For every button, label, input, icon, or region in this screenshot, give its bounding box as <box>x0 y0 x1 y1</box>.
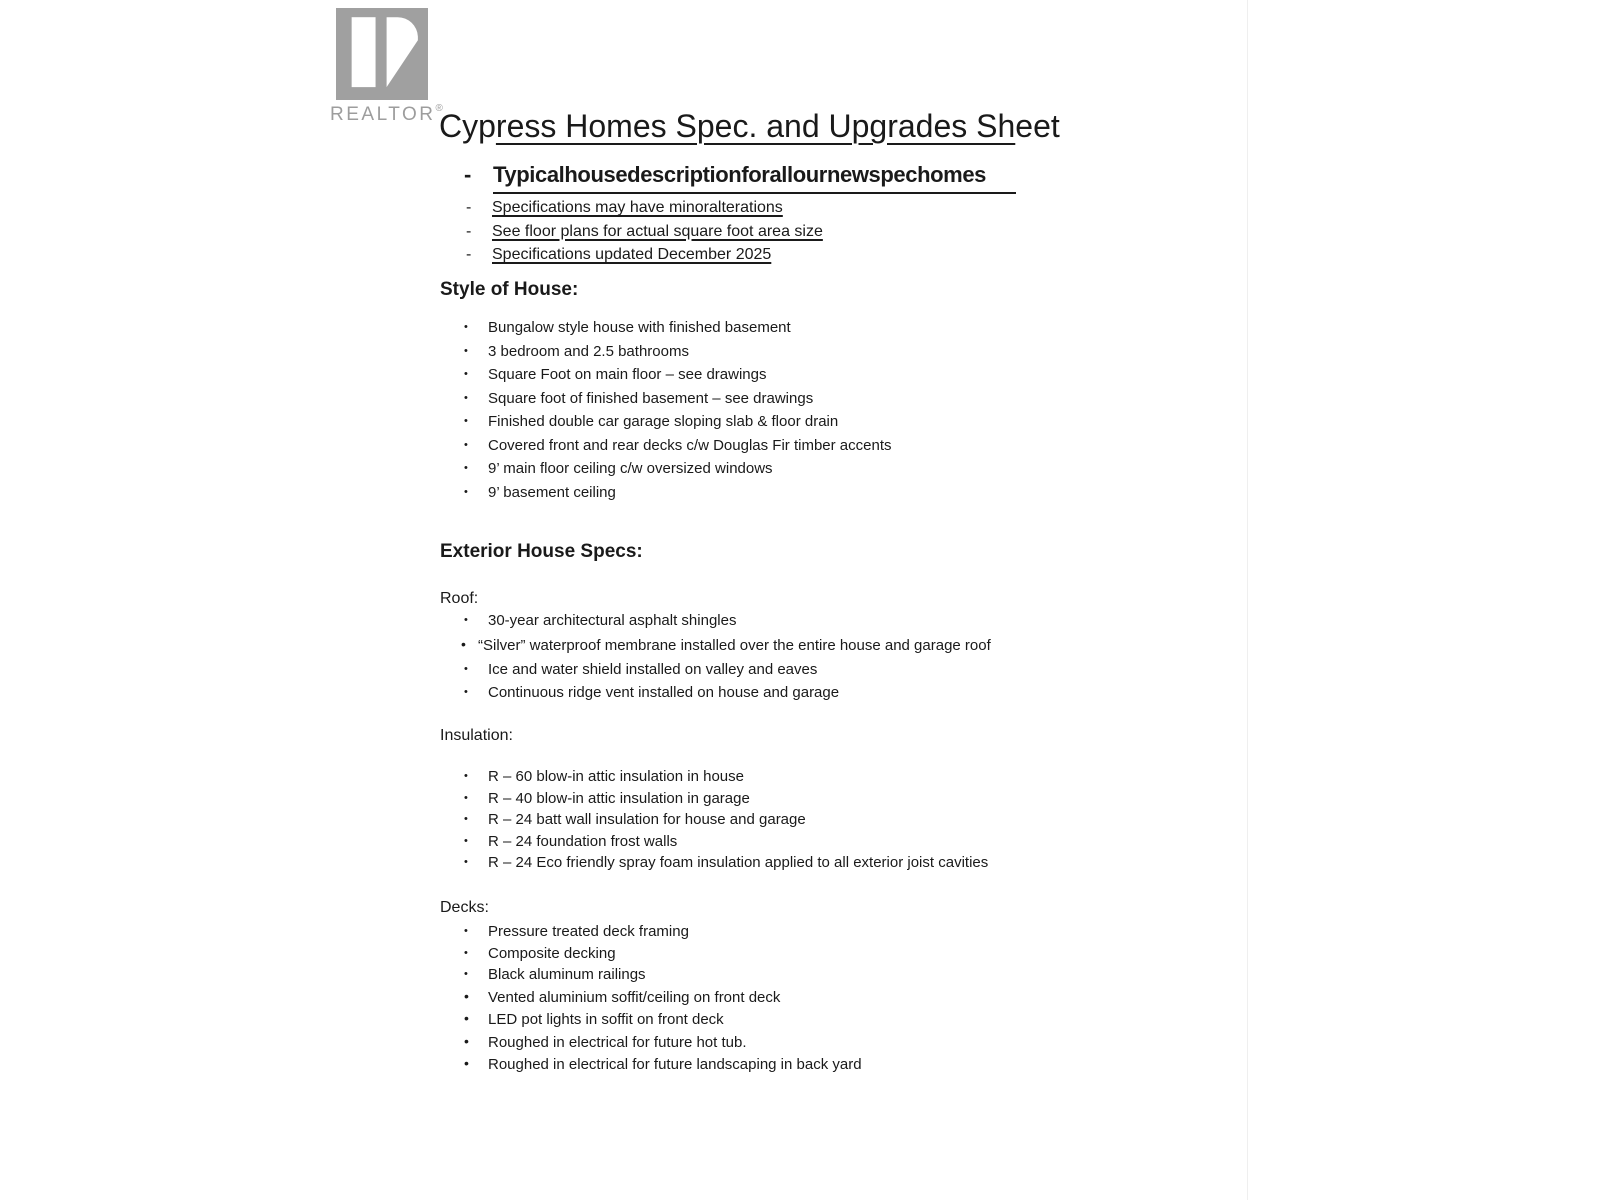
list-item <box>464 964 862 986</box>
registered-trademark-symbol: ® <box>435 103 443 114</box>
list-item-text: R – 24 batt wall insulation for house and garage <box>488 811 806 828</box>
list-item <box>464 809 988 831</box>
page-edge-line <box>1247 0 1248 1200</box>
bullet-icon: • <box>464 1055 469 1071</box>
list-item <box>464 387 892 411</box>
subsection-label-roof: Roof: <box>440 590 479 607</box>
title-segment-plain-end: eet <box>1015 108 1060 144</box>
list-item-text: R – 60 blow-in attic insulation in house <box>488 768 744 785</box>
list-item-text: R – 40 blow-in attic insulation in garage <box>488 789 750 807</box>
list-item <box>464 766 988 788</box>
roof-list <box>461 609 991 705</box>
list-item-text: 3 bedroom and 2.5 bathrooms <box>488 342 689 360</box>
list-item <box>464 410 892 434</box>
list-item-text: Square foot of finished basement – see drawings <box>488 389 814 407</box>
dash-marker: - <box>464 162 472 187</box>
dash-marker: - <box>466 246 472 263</box>
bullet-icon: • <box>464 834 468 847</box>
bullet-icon: • <box>464 1032 469 1049</box>
list-item <box>464 363 892 387</box>
dash-marker: - <box>466 222 472 240</box>
style-of-house-list <box>464 316 892 504</box>
dash-marker: - <box>466 199 472 216</box>
bullet-icon: • <box>464 791 468 804</box>
intro-note-text: See floor plans for actual square foot area size <box>492 222 823 240</box>
list-item <box>464 831 988 853</box>
bullet-icon: • <box>464 813 468 825</box>
list-item-text: “Silver” waterproof membrane installed over the entire house and garage roof <box>478 636 991 654</box>
bullet-icon: • <box>464 462 468 474</box>
list-item <box>464 340 892 364</box>
list-item-text: Ice and water shield installed on valley and eaves <box>488 660 818 678</box>
list-item-text: Roughed in electrical for future hot tub. <box>488 1033 747 1051</box>
bullet-icon: • <box>464 344 468 357</box>
decks-list <box>464 921 862 1076</box>
bullet-icon: • <box>464 662 468 675</box>
bullet-icon: • <box>461 635 466 652</box>
bullet-icon: • <box>464 321 468 333</box>
subsection-label-insulation: Insulation: <box>440 727 513 744</box>
realtor-wordmark <box>330 103 450 126</box>
list-item <box>464 986 862 1009</box>
bullet-icon: • <box>464 946 468 959</box>
page-title <box>439 106 1060 146</box>
realtor-block-r-icon <box>336 8 428 100</box>
list-item <box>464 1008 862 1031</box>
list-item-text: Black aluminum railings <box>488 966 646 983</box>
list-item <box>464 788 988 810</box>
list-item-text: Pressure treated deck framing <box>488 923 689 940</box>
list-item <box>464 1053 862 1076</box>
list-item-text: 30-year architectural asphalt shingles <box>488 612 737 629</box>
bullet-icon: • <box>464 968 468 980</box>
insulation-list <box>464 766 988 874</box>
list-item <box>464 658 991 682</box>
list-item-text: LED pot lights in soffit on front deck <box>488 1011 724 1028</box>
bullet-icon: • <box>464 856 468 868</box>
bullet-icon: • <box>464 438 468 451</box>
bullet-icon: • <box>464 987 469 1004</box>
list-item-text: R – 24 foundation frost walls <box>488 832 678 850</box>
intro-note <box>466 196 823 220</box>
list-item-text: Covered front and rear decks c/w Douglas Fir timber accents <box>488 436 892 454</box>
intro-headline-text: Typicalhousedescriptionforallournewspechomes <box>493 161 1016 194</box>
intro-notes <box>466 196 823 267</box>
list-item-text: Continuous ridge vent installed on house and garage <box>488 684 840 702</box>
title-segment-plain: Cyp <box>439 108 496 144</box>
list-item-text: Square Foot on main floor – see drawings <box>488 366 767 383</box>
realtor-logo <box>330 8 450 126</box>
list-item-text: 9’ basement ceiling <box>488 483 616 501</box>
list-item <box>464 681 991 705</box>
list-item <box>464 609 991 633</box>
list-item <box>464 457 892 481</box>
list-item-text: Composite decking <box>488 944 616 962</box>
list-item <box>464 921 862 943</box>
intro-note <box>466 220 823 244</box>
list-item <box>464 434 892 458</box>
bullet-icon: • <box>464 770 468 782</box>
title-segment-underlined: ress Homes Spec. and Upgrades Sh <box>495 108 1016 144</box>
list-item <box>464 943 862 965</box>
bullet-icon: • <box>464 925 468 937</box>
bullet-icon: • <box>464 686 468 699</box>
section-heading-exterior-house-specs: Exterior House Specs: <box>440 541 643 562</box>
list-item-text: Finished double car garage sloping slab & floor drain <box>488 413 839 430</box>
section-heading-style-of-house: Style of House: <box>440 279 579 300</box>
list-item <box>464 852 988 874</box>
list-item-text: 9’ main floor ceiling c/w oversized windows <box>488 460 773 477</box>
bullet-icon: • <box>464 614 468 626</box>
list-item-text: R – 24 Eco friendly spray foam insulation applied to all exterior joist cavities <box>488 854 989 871</box>
intro-note-text: Specifications may have minoralterations <box>492 199 783 216</box>
list-item-text: Vented aluminium soffit/ceiling on front deck <box>488 988 781 1006</box>
realtor-wordmark-text: REALTOR <box>330 104 436 125</box>
list-item <box>464 316 892 340</box>
bullet-icon: • <box>464 368 468 380</box>
list-item-text: Roughed in electrical for future landscaping in back yard <box>488 1056 862 1073</box>
intro-note <box>466 243 823 267</box>
subsection-label-decks: Decks: <box>440 899 489 916</box>
bullet-icon: • <box>464 485 468 498</box>
intro-headline <box>464 161 1016 194</box>
list-item <box>464 1031 862 1054</box>
intro-note-text: Specifications updated December 2025 <box>492 246 772 263</box>
bullet-icon: • <box>464 391 468 404</box>
list-item-text: Bungalow style house with finished basement <box>488 319 791 336</box>
list-item <box>464 481 892 505</box>
bullet-icon: • <box>464 415 468 427</box>
bullet-icon: • <box>464 1010 469 1026</box>
list-item <box>461 633 991 658</box>
